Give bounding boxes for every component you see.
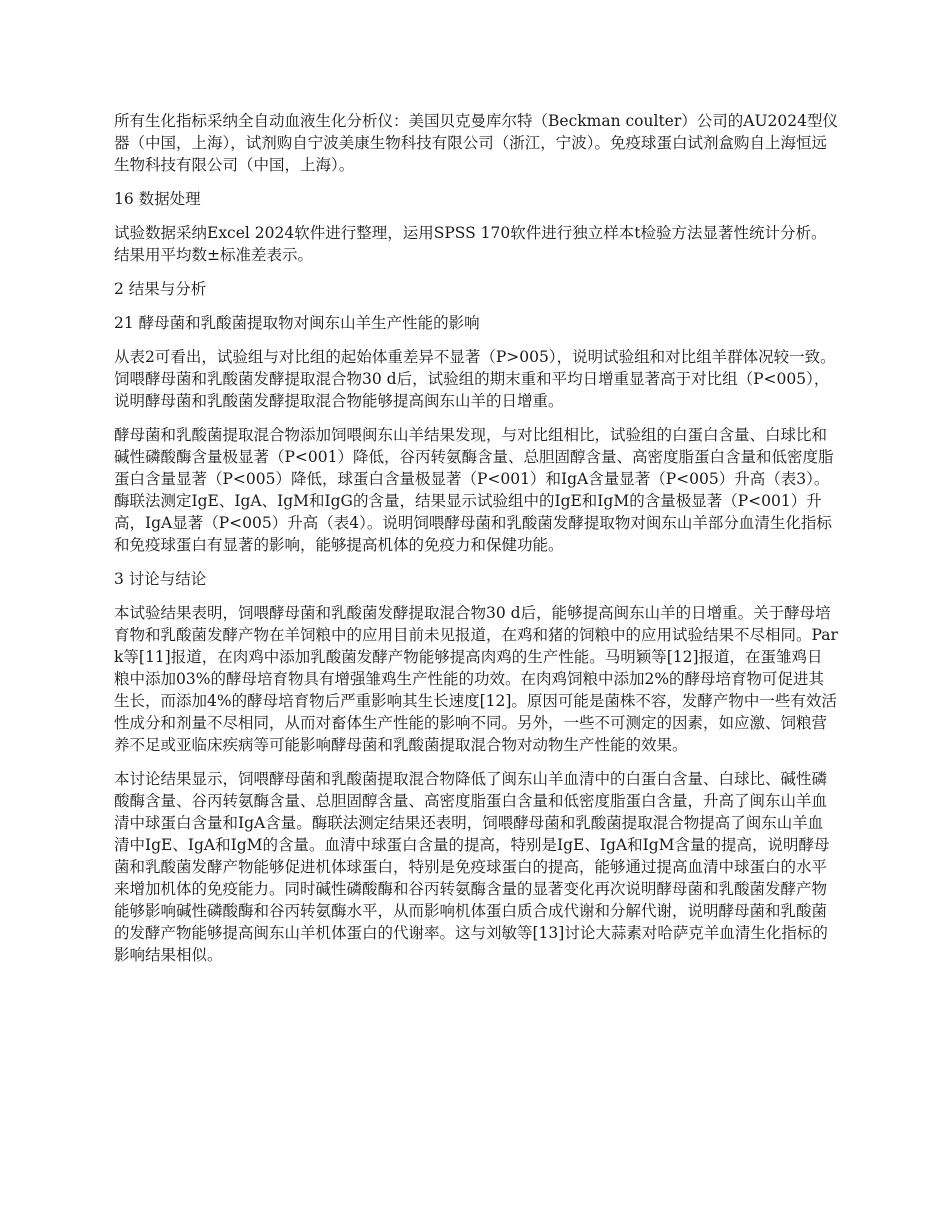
section-heading-discussion: 3 讨论与结论 [114,570,207,588]
paragraph-biochemistry: 酵母菌和乳酸菌提取混合物添加饲喂闽东山羊结果发现，与对比组相比，试验组的白蛋白含量、白球比和碱性磷酸酶含量极显著（P<001）降低，谷丙转氨酶含量、总胆固醇含量、高密度脂蛋白含量和低密度脂蛋白含量显著（P<005）降低，球蛋白含量极显著（P<001）和IgA含量显著（P<005）升高（表3）。酶联法测定IgE、IgA、IgM和IgG的含量，结果显示试验组中的IgE和IgM的含量极显著（P<001）升高，IgA显著（P<005）升高（表4）。说明饲喂酵母菌和乳酸菌发酵提取物对闽东山羊部分血清生化指标和免疫球蛋白有显著的影响，能够提高机体的免疫力和保健功能。 [114,426,834,554]
paragraph-analyzer-source: 所有生化指标采纳全自动血液生化分析仪：美国贝克曼库尔特（Beckman coulter）公司的AU2024型仪器（中国，上海），试剂购自宁波美康生物科技有限公司（浙江，宁波）。免疫球蛋白试剂盒购自上海恒远生物科技有限公司（中国，上海）。 [114,112,838,174]
paragraph-performance: 从表2可看出，试验组与对比组的起始体重差异不显著（P>005），说明试验组和对比组羊群体况较一致。饲喂酵母菌和乳酸菌发酵提取混合物30 d后，试验组的期末重和平均日增重显著高于对比组（P<005），说明酵母菌和乳酸菌发酵提取混合物能够提高闽东山羊的日增重。 [114,348,836,410]
paragraph-discussion-growth: 本试验结果表明，饲喂酵母菌和乳酸菌发酵提取混合物30 d后，能够提高闽东山羊的日增重。关于酵母培育物和乳酸菌发酵产物在羊饲粮中的应用目前未见报道，在鸡和猪的饲粮中的应用试验结果不尽相同。Park等[11]报道，在肉鸡中添加乳酸菌发酵产物能够提高肉鸡的生产性能。马明颖等[12]报道，在蛋雏鸡日粮中添加03%的酵母培育物具有增强雏鸡生产性能的功效。在肉鸡饲粮中添加2%的酵母培育物可促进其生长，而添加4%的酵母培育物后严重影响其生长速度[12]。原因可能是菌株不容，发酵产物中一些有效活性成分和剂量不尽相同，从而对畜体生产性能的影响不同。另外，一些不可测定的因素，如应激、饲粮营养不足或亚临床疾病等可能影响酵母菌和乳酸菌提取混合物对动物生产性能的效果。 [114,604,838,754]
paragraph-data-processing: 试验数据采纳Excel 2024软件进行整理，运用SPSS 170软件进行独立样本t检验方法显著性统计分析。结果用平均数±标准差表示。 [114,224,827,264]
section-heading-data-processing: 16 数据处理 [114,190,201,208]
paragraph-discussion-serum: 本讨论结果显示，饲喂酵母菌和乳酸菌提取混合物降低了闽东山羊血清中的白蛋白含量、白球比、碱性磷酸酶含量、谷丙转氨酶含量、总胆固醇含量、高密度脂蛋白含量和低密度脂蛋白含量，升高了闽东山羊血清中球蛋白含量和IgA含量。酶联法测定结果还表明，饲喂酵母菌和乳酸菌提取混合物提高了闽东山羊血清中IgE、IgA和IgM的含量。血清中球蛋白含量的提高，特别是IgE、IgA和IgM含量的提高，说明酵母菌和乳酸菌发酵产物能够促进机体球蛋白，特别是免疫球蛋白的提高，能够通过提高血清中球蛋白的水平来增加机体的免疫能力。同时碱性磷酸酶和谷丙转氨酶含量的显著变化再次说明酵母菌和乳酸菌发酵产物能够影响碱性磷酸酶和谷丙转氨酶水平，从而影响机体蛋白质合成代谢和分解代谢，说明酵母菌和乳酸菌的发酵产物能够提高闽东山羊机体蛋白的代谢率。这与刘敏等[13]讨论大蒜素对哈萨克羊血清生化指标的影响结果相似。 [114,770,830,964]
section-heading-results: 2 结果与分析 [114,280,207,298]
section-heading-performance: 21 酵母菌和乳酸菌提取物对闽东山羊生产性能的影响 [114,314,480,332]
